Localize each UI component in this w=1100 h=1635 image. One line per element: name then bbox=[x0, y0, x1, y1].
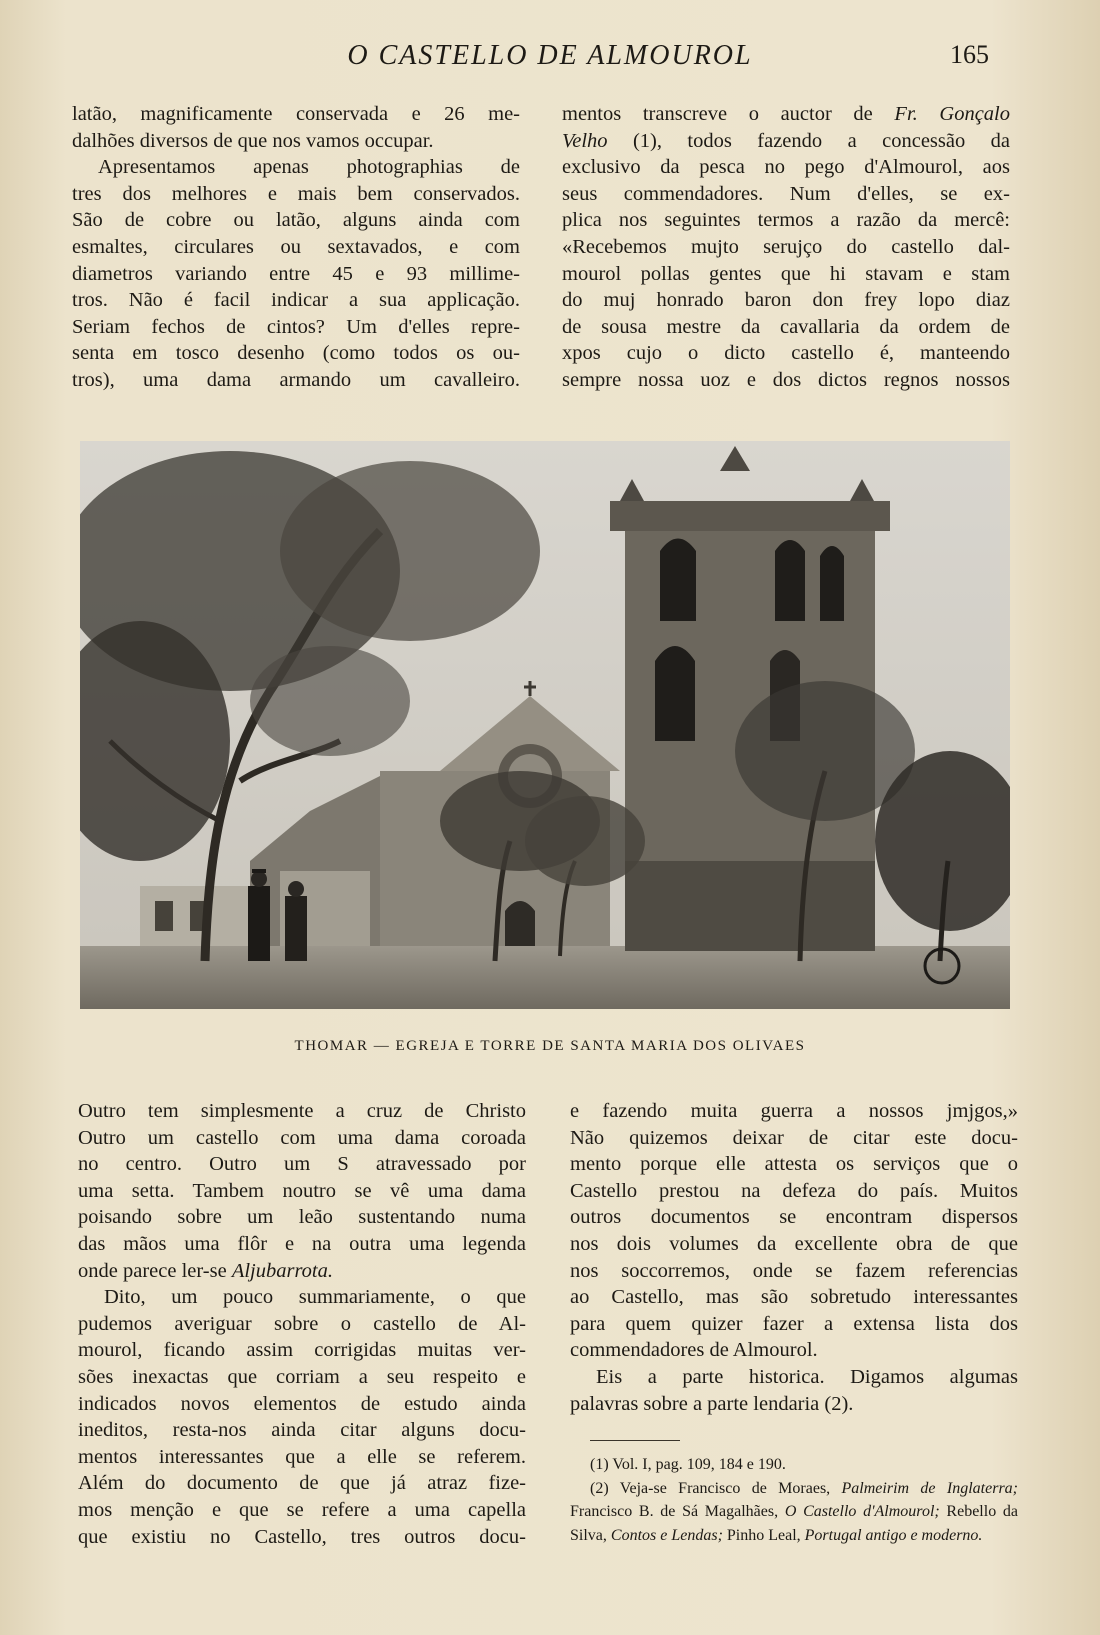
text-line: latão, magnificamente conservada e 26 me- bbox=[72, 103, 520, 125]
text-line: nos dois volumes da excellente obra de que bbox=[570, 1232, 1018, 1255]
text-line: Apresentamos apenas photographias de bbox=[98, 156, 520, 179]
text-line: mentos transcreve o auctor de Fr. Gonçalo bbox=[562, 103, 1011, 125]
text-line: Dito, um pouco summariamente, o que bbox=[104, 1286, 526, 1309]
footnote-rule bbox=[590, 1440, 680, 1441]
text-line: Não quizemos deixar de citar este docu- bbox=[570, 1126, 1018, 1149]
text-line: outros documentos se encontram dispersos bbox=[570, 1206, 1018, 1229]
text-line: ineditos, resta-nos ainda citar alguns docu- bbox=[78, 1419, 526, 1442]
footnote-1: (1) Vol. I, pag. 109, 184 e 190. bbox=[590, 1456, 786, 1473]
text-line: mos menção e que se refere a uma capella bbox=[78, 1498, 526, 1521]
column-bottom-left bbox=[78, 1098, 526, 1550]
footnotes bbox=[570, 1453, 1018, 1547]
text-line: no centro. Outro um S atravessado por bbox=[78, 1153, 526, 1176]
text-line: dalhões diversos de que nos vamos occupar. bbox=[72, 129, 434, 152]
text-line: pudemos averiguar sobre o castello de Al- bbox=[78, 1312, 526, 1335]
text-line: seus commendadores. Num d'elles, se ex- bbox=[562, 182, 1010, 205]
column-top-left bbox=[72, 101, 520, 394]
text-line: mourol, ficando assim corrigidas muitas ver- bbox=[78, 1339, 526, 1362]
text-line: nos soccorremos, onde se fazem referencias bbox=[570, 1259, 1018, 1282]
text-line: palavras sobre a parte lendaria (2). bbox=[570, 1392, 854, 1415]
text-line: São de cobre ou latão, alguns ainda com bbox=[72, 209, 520, 232]
text-line: exclusivo da pesca no pego d'Almourol, aos bbox=[562, 156, 1010, 179]
text-line: para quem quizer fazer a extensa lista dos bbox=[570, 1312, 1018, 1335]
column-top-right bbox=[562, 101, 1010, 394]
text-line: Outro tem simplesmente a cruz de Christo bbox=[78, 1100, 526, 1122]
text-line: Além do documento de que já atraz fize- bbox=[78, 1472, 526, 1495]
text-line: onde parece ler-se Aljubarrota. bbox=[78, 1259, 333, 1282]
text-line: Castello prestou na defeza do país. Muitos bbox=[570, 1179, 1018, 1202]
text-line: mentos interessantes que a elle se referem. bbox=[78, 1445, 526, 1468]
text-line: uma setta. Tambem noutro se vê uma dama bbox=[78, 1179, 526, 1202]
text-line: Velho (1), todos fazendo a concessão da bbox=[562, 129, 1010, 152]
photograph-illustration bbox=[80, 441, 1010, 1009]
text-line: mourol pollas gentes que hi stavam e stam bbox=[562, 262, 1010, 285]
running-title: O CASTELLO DE ALMOUROL bbox=[347, 40, 753, 71]
text-line: ao Castello, mas são sobretudo interessantes bbox=[570, 1286, 1018, 1309]
column-bottom-right bbox=[570, 1098, 1018, 1417]
text-line: xpos cujo o dicto castello é, manteendo bbox=[562, 342, 1010, 365]
text-line: commendadores de Almourol. bbox=[570, 1339, 818, 1362]
text-line: tros. Não é facil indicar a sua applicação. bbox=[72, 289, 520, 312]
text-line: sempre nossa uoz e dos dictos regnos nossos bbox=[562, 368, 1010, 391]
church-photograph bbox=[80, 441, 1010, 1009]
text-line: diametros variando entre 45 e 93 millime- bbox=[72, 262, 520, 285]
text-line: esmaltes, circulares ou sextavados, e com bbox=[72, 235, 520, 258]
text-line: do muj honrado baron don frey lopo diaz bbox=[562, 289, 1010, 312]
text-line: sões inexactas que corriam a seu respeito e bbox=[78, 1365, 526, 1388]
text-line: senta em tosco desenho (como todos os ou- bbox=[72, 342, 520, 365]
text-line: que existiu no Castello, tres outros docu- bbox=[78, 1525, 526, 1548]
text-line: indicados novos elementos de estudo ainda bbox=[78, 1392, 526, 1415]
text-line: Outro um castello com uma dama coroada bbox=[78, 1126, 526, 1149]
text-line: «Recebemos mujto serujço do castello dal- bbox=[562, 235, 1010, 258]
text-line: plica nos seguintes termos a razão da mercê: bbox=[562, 209, 1010, 232]
text-line: das mãos uma flôr e na outra uma legenda bbox=[78, 1232, 526, 1255]
text-line: mento porque elle attesta os serviços que o bbox=[570, 1153, 1018, 1176]
text-line: Eis a parte historica. Digamos algumas bbox=[596, 1365, 1018, 1388]
text-line: e fazendo muita guerra a nossos jmjgos,» bbox=[570, 1100, 1018, 1122]
text-line: tres dos melhores e mais bem conservados. bbox=[72, 182, 520, 205]
page-number: 165 bbox=[950, 40, 989, 69]
text-line: de sousa mestre da cavallaria da ordem de bbox=[562, 315, 1010, 338]
footnote-2: (2) Veja-se Francisco de Moraes, Palmeirim de Inglaterra; Francisco B. de Sá Magalhães, O Castello d'Almourol; Rebello da Silva, Contos e Lendas; Pinho Leal, Portugal antigo e moderno. bbox=[570, 1479, 1018, 1544]
figure-caption: THOMAR — EGREJA E TORRE DE SANTA MARIA DOS OLIVAES bbox=[294, 1038, 806, 1054]
text-line: poisando sobre um leão sustentando numa bbox=[78, 1206, 526, 1229]
text-line: Seriam fechos de cintos? Um d'elles repre- bbox=[72, 315, 520, 338]
text-line: tros), uma dama armando um cavalleiro. bbox=[72, 368, 520, 391]
